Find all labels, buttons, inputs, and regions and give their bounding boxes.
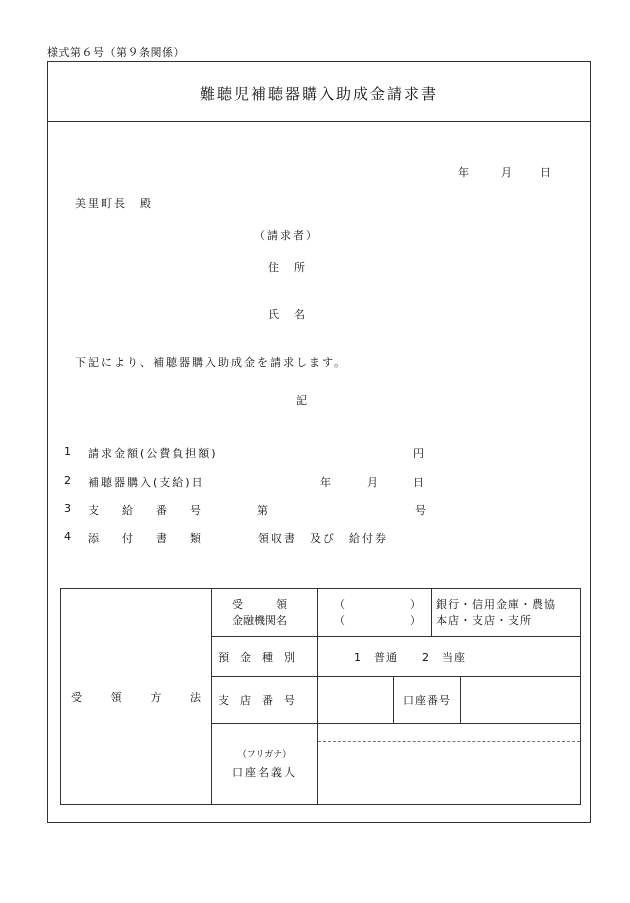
benefit-number-prefix: 第 xyxy=(257,504,268,517)
request-statement: 下記により、補聴器購入助成金を請求します。 xyxy=(75,356,348,369)
claim-form xyxy=(47,61,591,823)
form-title: 難聴児補聴器購入助成金請求書 xyxy=(199,85,438,103)
receipt-method-char: 受 xyxy=(71,690,82,704)
attachments-value: 領収書 及び 給付券 xyxy=(258,532,388,545)
institution-label-line2: 金融機関名 xyxy=(232,613,287,627)
account-number-field[interactable] xyxy=(461,677,580,723)
date-year-label: 年 xyxy=(458,166,469,179)
addressee: 美里町長 殿 xyxy=(75,197,153,210)
item-label-benefit-number: 支 給 番 号 xyxy=(88,504,207,517)
claimant-heading: （請求者） xyxy=(254,229,319,242)
receipt-method-header xyxy=(61,589,212,805)
item-number: 3 xyxy=(64,502,71,515)
receipt-method-char: 方 xyxy=(150,690,162,704)
item-number: 2 xyxy=(64,474,71,487)
item-label-amount: 請求金額(公費負担額) xyxy=(88,447,218,460)
deposit-type-options-cell[interactable] xyxy=(318,637,581,677)
form-number-label: 様式第６号（第９条関係） xyxy=(47,46,185,59)
bank-types: 銀行・信用金庫・農協 xyxy=(436,597,556,611)
institution-label-line1: 受 領 xyxy=(232,597,287,611)
bank-type-cell xyxy=(432,589,581,637)
account-holder-name-field[interactable] xyxy=(318,742,580,804)
item-label-attachments: 添 付 書 類 xyxy=(88,532,207,545)
purchase-day-label: 日 xyxy=(413,476,424,489)
receipt-method-char: 領 xyxy=(110,690,122,704)
furigana-field[interactable] xyxy=(318,724,580,742)
receipt-method-char: 法 xyxy=(189,690,201,704)
address-label: 住 所 xyxy=(268,261,307,274)
deposit-type-label: 預 金 種 別 xyxy=(218,650,295,664)
paren-close: ） xyxy=(410,597,421,611)
account-holder-label-cell xyxy=(212,724,318,805)
branch-types: 本店・支店・支所 xyxy=(436,613,532,627)
branch-number-label: 支 店 番 号 xyxy=(218,694,295,707)
institution-name-field[interactable] xyxy=(318,589,432,637)
deposit-type-options: 1 普通 2 当座 xyxy=(354,650,466,664)
furigana-label: （フリガナ） xyxy=(237,750,292,760)
item-number: 1 xyxy=(64,445,71,458)
account-number-group xyxy=(394,677,581,724)
date-day-label: 日 xyxy=(540,166,551,179)
receipt-method-table xyxy=(60,588,581,805)
purchase-year-label: 年 xyxy=(320,476,331,489)
paren-close: ） xyxy=(410,613,421,627)
date-month-label: 月 xyxy=(501,166,512,179)
title-divider xyxy=(48,121,590,122)
purchase-month-label: 月 xyxy=(367,476,378,489)
account-number-label: 口座番号 xyxy=(394,677,461,723)
ki-heading: 記 xyxy=(296,394,307,407)
account-holder-field[interactable] xyxy=(318,724,581,805)
branch-number-field[interactable] xyxy=(318,677,394,724)
item-label-purchase-date: 補聴器購入(支給)日 xyxy=(88,476,205,489)
yen-unit: 円 xyxy=(413,447,424,460)
branch-number-label-cell xyxy=(212,677,318,724)
institution-label-cell xyxy=(212,589,318,637)
item-number: 4 xyxy=(64,530,71,543)
benefit-number-suffix: 号 xyxy=(415,504,426,517)
name-label: 氏 名 xyxy=(268,308,307,321)
paren-open: （ xyxy=(334,613,345,627)
paren-open: （ xyxy=(334,597,345,611)
deposit-type-label-cell xyxy=(212,637,318,677)
account-holder-label: 口座名義人 xyxy=(232,766,297,779)
